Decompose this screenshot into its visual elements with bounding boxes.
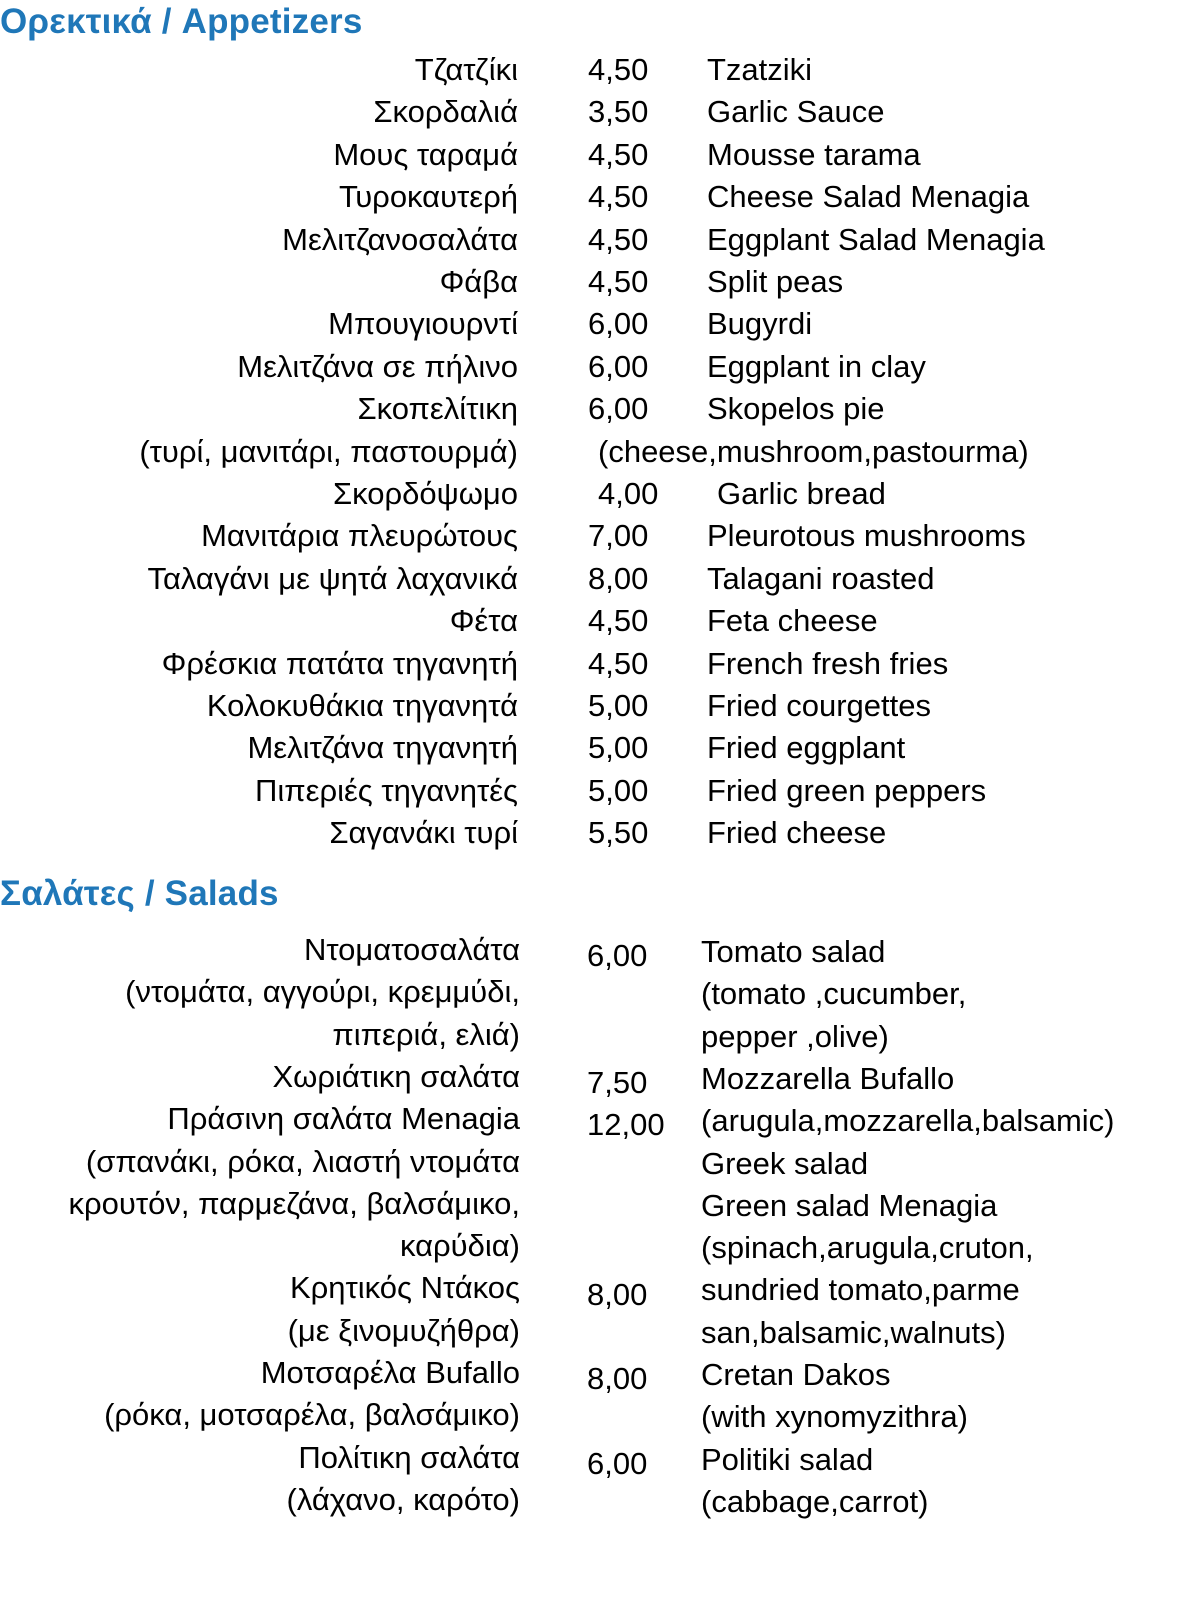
- item-english-name: Eggplant Salad Menagia: [707, 222, 1045, 257]
- salad-greek-line: (σπανάκι, ρόκα, λιαστή ντομάτα: [85, 1144, 520, 1179]
- salad-greek-line: κρουτόν, παρμεζάνα, βαλσάμικο,: [68, 1186, 520, 1221]
- salad-greek-line: (ντομάτα, αγγούρι, κρεμμύδι,: [125, 974, 520, 1009]
- item-price: 8,00: [588, 561, 649, 596]
- item-price: 4,50: [588, 179, 649, 214]
- salad-greek-line: Κρητικός Ντάκος: [289, 1270, 520, 1305]
- item-greek-name: Μανιτάρια πλευρώτους: [201, 518, 518, 553]
- item-greek-name: Τυροκαυτερή: [338, 179, 518, 214]
- salad-greek-line: Πράσινη σαλάτα Menagia: [167, 1101, 520, 1136]
- item-greek-name: Τζατζίκι: [414, 52, 518, 87]
- item-greek-name: Σαγανάκι τυρί: [329, 815, 518, 850]
- item-price: 5,00: [588, 688, 649, 723]
- item-greek-name: Σκορδόψωμο: [332, 476, 518, 511]
- item-price: 6,00: [588, 306, 649, 341]
- item-english-name: Fried green peppers: [707, 773, 987, 808]
- item-greek-name: Ταλαγάνι με ψητά λαχανικά: [147, 561, 518, 596]
- item-english-name: Feta cheese: [707, 603, 878, 638]
- item-english-name: Talagani roasted: [707, 561, 935, 596]
- salad-greek-line: (λάχανο, καρότο): [286, 1482, 520, 1517]
- salad-greek-line: (με ξινομυζήθρα): [287, 1313, 520, 1348]
- salad-price: 6,00: [587, 1446, 648, 1481]
- salad-greek-line: Πολίτικη σαλάτα: [298, 1440, 520, 1475]
- salad-greek-line: καρύδια): [399, 1228, 520, 1263]
- salad-english-line: (with xynomyzithra): [701, 1399, 968, 1434]
- salad-english-line: (tomato ,cucumber,: [701, 976, 967, 1011]
- salad-price: 7,50: [587, 1065, 648, 1100]
- section-heading-appetizers: Ορεκτικά / Appetizers: [0, 2, 363, 41]
- salad-greek-line: πιπεριά, ελιά): [332, 1017, 520, 1052]
- item-price: 7,00: [588, 518, 649, 553]
- item-english-name: Fried courgettes: [707, 688, 931, 723]
- salad-english-line: sundried tomato,parme: [701, 1272, 1020, 1307]
- salad-greek-line: Μοτσαρέλα Bufallo: [260, 1355, 520, 1390]
- item-english-name: Cheese Salad Menagia: [707, 179, 1030, 214]
- item-english-name: Bugyrdi: [707, 306, 813, 341]
- salad-english-line: Tomato salad: [701, 934, 886, 969]
- salad-greek-line: Χωριάτικη σαλάτα: [272, 1059, 520, 1094]
- item-price: 5,00: [588, 773, 649, 808]
- section-heading-salads: Σαλάτες / Salads: [0, 874, 279, 913]
- salad-greek-line: Ντοματοσαλάτα: [303, 932, 520, 967]
- item-greek-name: Σκορδαλιά: [373, 94, 518, 129]
- item-price: 6,00: [588, 349, 649, 384]
- salad-english-line: Politiki salad: [701, 1442, 874, 1477]
- item-greek-name: Φρέσκια πατάτα τηγανητή: [161, 646, 518, 681]
- item-english-name: Garlic Sauce: [707, 94, 885, 129]
- item-price: 4,50: [588, 52, 649, 87]
- salad-english-line: Cretan Dakos: [701, 1357, 891, 1392]
- item-greek-name: Πιπεριές τηγανητές: [254, 773, 518, 808]
- salad-english-line: Green salad Menagia: [701, 1188, 998, 1223]
- salad-english-line: Greek salad: [701, 1146, 869, 1181]
- item-english-name: Pleurotous mushrooms: [707, 518, 1026, 553]
- salad-price: 6,00: [587, 938, 648, 973]
- salad-english-line: (cabbage,carrot): [701, 1484, 929, 1519]
- salad-price: 8,00: [587, 1361, 648, 1396]
- item-english-name: Tzatziki: [707, 52, 813, 87]
- item-price: 4,50: [588, 137, 649, 172]
- item-english-name: Mousse tarama: [707, 137, 921, 172]
- salad-price: 8,00: [587, 1277, 648, 1312]
- salad-english-line: pepper ,olive): [701, 1019, 889, 1054]
- item-price: 5,50: [588, 815, 649, 850]
- item-price: 4,50: [588, 222, 649, 257]
- item-greek-name: Μπουγιουρντί: [328, 306, 518, 341]
- item-english-name: Skopelos pie: [707, 391, 885, 426]
- salad-greek-line: (ρόκα, μοτσαρέλα, βαλσάμικο): [104, 1397, 520, 1432]
- item-english-name: Garlic bread: [717, 476, 886, 511]
- salad-english-line: san,balsamic,walnuts): [701, 1315, 1006, 1350]
- item-english-name: Fried cheese: [707, 815, 887, 850]
- item-english-name: (cheese,mushroom,pastourma): [598, 434, 1029, 469]
- item-english-name: Fried eggplant: [707, 730, 906, 765]
- item-price: 4,50: [588, 646, 649, 681]
- item-price: 4,00: [598, 476, 659, 511]
- item-greek-name: Μελιτζάνα τηγανητή: [247, 730, 518, 765]
- item-greek-name: (τυρί, μανιτάρι, παστουρμά): [139, 434, 518, 469]
- item-price: 4,50: [588, 603, 649, 638]
- salad-price: 12,00: [587, 1107, 665, 1142]
- salad-english-line: Mozzarella Bufallo: [701, 1061, 955, 1096]
- item-greek-name: Μελιτζάνα σε πήλινο: [237, 349, 518, 384]
- item-greek-name: Φέτα: [449, 603, 518, 638]
- salad-english-line: (arugula,mozzarella,balsamic): [701, 1103, 1115, 1138]
- salad-english-line: (spinach,arugula,cruton,: [701, 1230, 1034, 1265]
- item-english-name: French fresh fries: [707, 646, 949, 681]
- item-english-name: Split peas: [707, 264, 844, 299]
- item-price: 6,00: [588, 391, 649, 426]
- item-greek-name: Φάβα: [439, 264, 518, 299]
- item-greek-name: Σκοπελίτικη: [357, 391, 518, 426]
- item-price: 4,50: [588, 264, 649, 299]
- item-greek-name: Μους ταραμά: [333, 137, 518, 172]
- item-english-name: Eggplant in clay: [707, 349, 926, 384]
- item-price: 3,50: [588, 94, 649, 129]
- item-greek-name: Μελιτζανοσαλάτα: [282, 222, 518, 257]
- item-price: 5,00: [588, 730, 649, 765]
- item-greek-name: Κολοκυθάκια τηγανητά: [206, 688, 518, 723]
